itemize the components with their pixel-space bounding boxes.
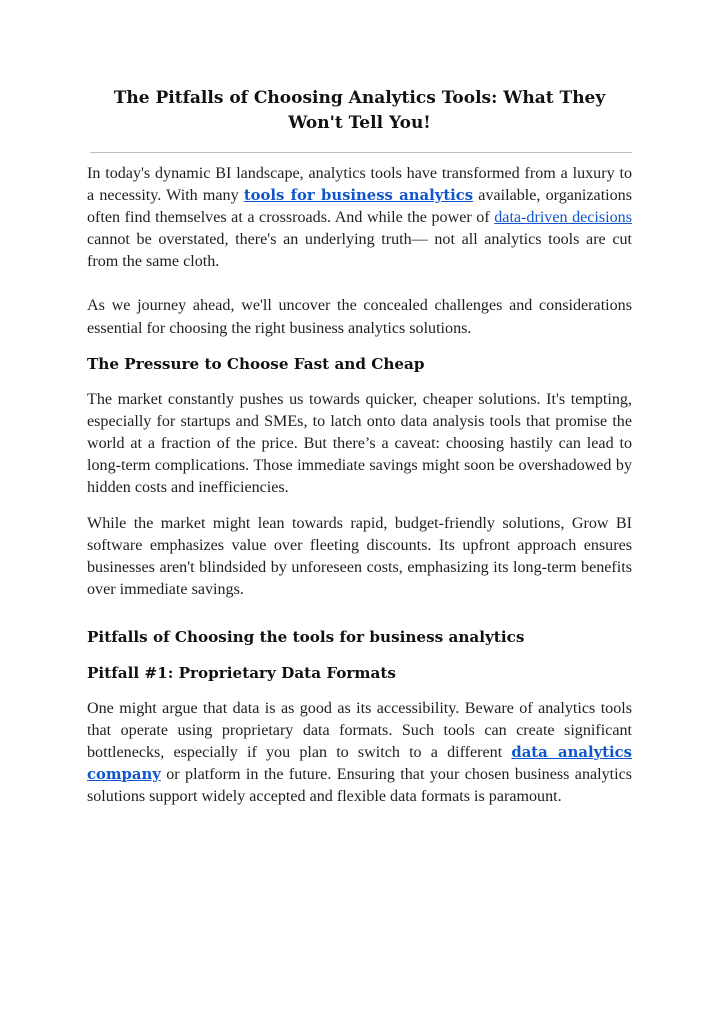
pitfall-1-heading: Pitfall #1: Proprietary Data Formats — [87, 663, 396, 682]
title-divider — [90, 152, 632, 153]
intro-text-c: cannot be overstated, there's an underlying truth— not all analytics tools are cut from the same cloth. — [87, 231, 632, 271]
intro-text-a: In today's dynamic BI landscape, analytics tools have transformed from a luxury to a necessity. With many — [87, 165, 632, 205]
pressure-paragraph-2: While the market might lean towards rapid, budget-friendly solutions, Grow BI software emphasizes value over fleeting discounts. Its upfront approach ensures businesses aren't blindsided by unforeseen costs, emphasizing its long-term benefits over immediate savings. — [87, 515, 632, 599]
pitfall-1-text-a: One might argue that data is as good as its accessibility. Beware of analytics tools that operate using proprietary data formats. Such tools can create significant bottlenecks, especially if you plan to switch to a different — [87, 699, 632, 761]
page-title: The Pitfalls of Choosing Analytics Tools: What They Won't Tell You! — [113, 88, 606, 133]
intro-paragraph-1 — [87, 163, 632, 273]
pressure-paragraph-1: The market constantly pushes us towards quicker, cheaper solutions. It's tempting, especially for startups and SMEs, to latch onto data analysis tools that promise the world at a fraction of the price. But there’s a caveat: choosing hastily can lead to long-term complications. Those immediate savings might soon be overshadowed by hidden costs and inefficiencies. — [87, 390, 632, 497]
document-page — [87, 86, 632, 808]
pitfalls-heading: Pitfalls of Choosing the tools for business analytics — [87, 627, 525, 646]
pitfall-1-paragraph — [87, 698, 632, 808]
tools-for-business-analytics-link[interactable]: tools for business analytics — [243, 187, 474, 205]
pressure-heading: The Pressure to Choose Fast and Cheap — [87, 354, 425, 373]
intro-text-b: available, organizations often find themselves at a crossroads. And while the power of — [87, 187, 632, 227]
data-driven-decisions-link[interactable]: data-driven decisions — [494, 209, 632, 227]
data-analytics-company-link[interactable]: data analytics company — [87, 743, 632, 783]
intro-paragraph-2: As we journey ahead, we'll uncover the concealed challenges and considerations essential for choosing the right business analytics solutions. — [87, 297, 632, 337]
pitfall-1-text-b: or platform in the future. Ensuring that your chosen business analytics solutions support widely accepted and flexible data formats is paramount. — [87, 765, 632, 805]
